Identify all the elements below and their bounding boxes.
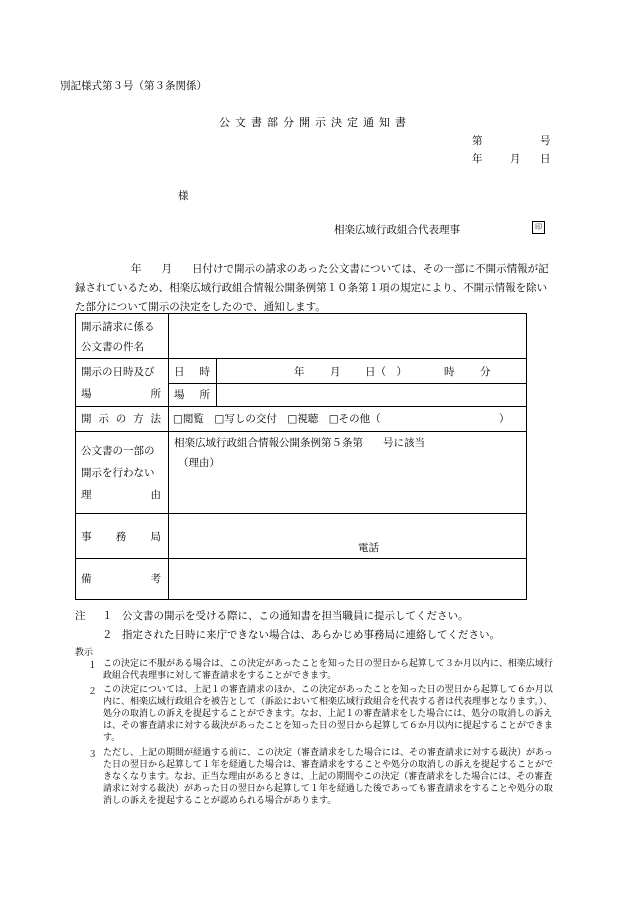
schedule-label-line2: 場 所 [81,388,161,400]
subject-label-line2: 公文書の件名 [81,341,144,353]
datetime-day: 日（ ） [365,366,407,378]
document-title: 公文書部分開示決定通知書 [219,116,411,129]
notes-heading: 注 [75,610,86,622]
phone-label: 電話 [358,542,379,554]
intro-month: 月 [161,263,172,275]
datetime-year: 年 [294,366,305,378]
schedule-label-line1: 開示の日時及び [81,366,155,378]
kyoji-heading: 教示 [75,648,94,658]
issue-date-day: 日 [540,153,551,165]
method-label: 開 示 の 方 法 [81,413,161,425]
place-label: 場 所 [174,389,210,401]
method-options: □閲覧 □写しの交付 □視聴 □その他（ [173,413,381,425]
note-text-1: 公文書の開示を受ける際に、この通知書を担当職員に提示してください。 [122,610,469,622]
kyoji-number-3: ３ [88,750,98,760]
disclosure-table [75,313,527,600]
reason-label-line3: 理 由 [81,489,161,501]
note-text-2: 指定された日時に来庁できない場合は、あらかじめ事務局に連絡してください。 [122,629,500,641]
kyoji-text-2: この決定については、上記１の審査請求のほか、この決定があったことを知った日の翌日から起算して６か月以内に、相楽広域行政組合を被告として（訴訟において相楽広域行政組合を代表する者は代表理事となります。）、処分の取消しの訴えを提起することができます。なお、上記１の審査請求をした場合には、処分の取消しの訴えは、その審査請求に対する裁決があったことを知った日の翌日から起算して６か月以内に提起することができます。 [103,685,553,743]
issuer-name: 相楽広域行政組合代表理事 [334,224,460,236]
method-other-close: ） [499,413,510,425]
office-label: 事 務 局 [81,531,161,543]
datetime-minute: 分 [480,366,491,378]
remarks-label: 備 考 [81,573,161,585]
issue-date-year: 年 [472,153,483,165]
datetime-hour: 時 [444,366,455,378]
addressee-honorific: 様 [178,190,189,202]
reason-label-line2: 開示を行わない [81,467,155,479]
subject-label-line1: 開示請求に係る [81,321,155,333]
form-number-label: 別記様式第３号（第３条関係） [60,80,207,92]
note-number-2: ２ [102,629,113,641]
seal-mark: 印 [532,221,545,234]
reason-label-line1: 公文書の一部の [81,445,155,457]
reason-clause: 相楽広域行政組合情報公開条例第５条第 号に該当 [174,437,425,449]
document-number-suffix: 号 [540,135,551,147]
intro-year: 年 [131,263,142,275]
kyoji-text-1: この決定に不服がある場合は、この決定があったことを知った日の翌日から起算して３か月以内に、相楽広域行政組合代表理事に対して審査請求をすることができます。 [103,659,553,681]
reason-sublabel: （理由） [178,457,220,469]
kyoji-text-3: ただし、上記の期間が経過する前に、この決定（審査請求をした場合には、その審査請求に対する裁決）があった日の翌日から起算して１年を経過した場合は、審査請求をすることや処分の取消しの訴えを提起することができなくなります。なお、正当な理由があるときは、上記の期間やこの決定（審査請求をした場合には、その審査請求に対する裁決）があった日の翌日から起算して１年を経過した後であっても審査請求をすることや処分の取消しの訴えを提起することが認められる場合があります。 [103,748,554,806]
kyoji-number-2: ２ [88,687,98,697]
kyoji-number-1: １ [88,661,98,671]
document-number-prefix: 第 [472,135,483,147]
intro-text: 日付けで開示の請求のあった公文書については、その一部に不開示情報が記録されているため、相楽広域行政組合情報公開条例第１０条第１項の規定により、不開示情報を除いた部分について開示の決定をしたので、通知します。 [75,263,549,313]
note-number-1: １ [102,610,113,622]
datetime-month: 月 [330,366,341,378]
intro-paragraph [75,260,550,317]
datetime-label: 日 時 [174,366,210,378]
issue-date-month: 月 [510,153,521,165]
